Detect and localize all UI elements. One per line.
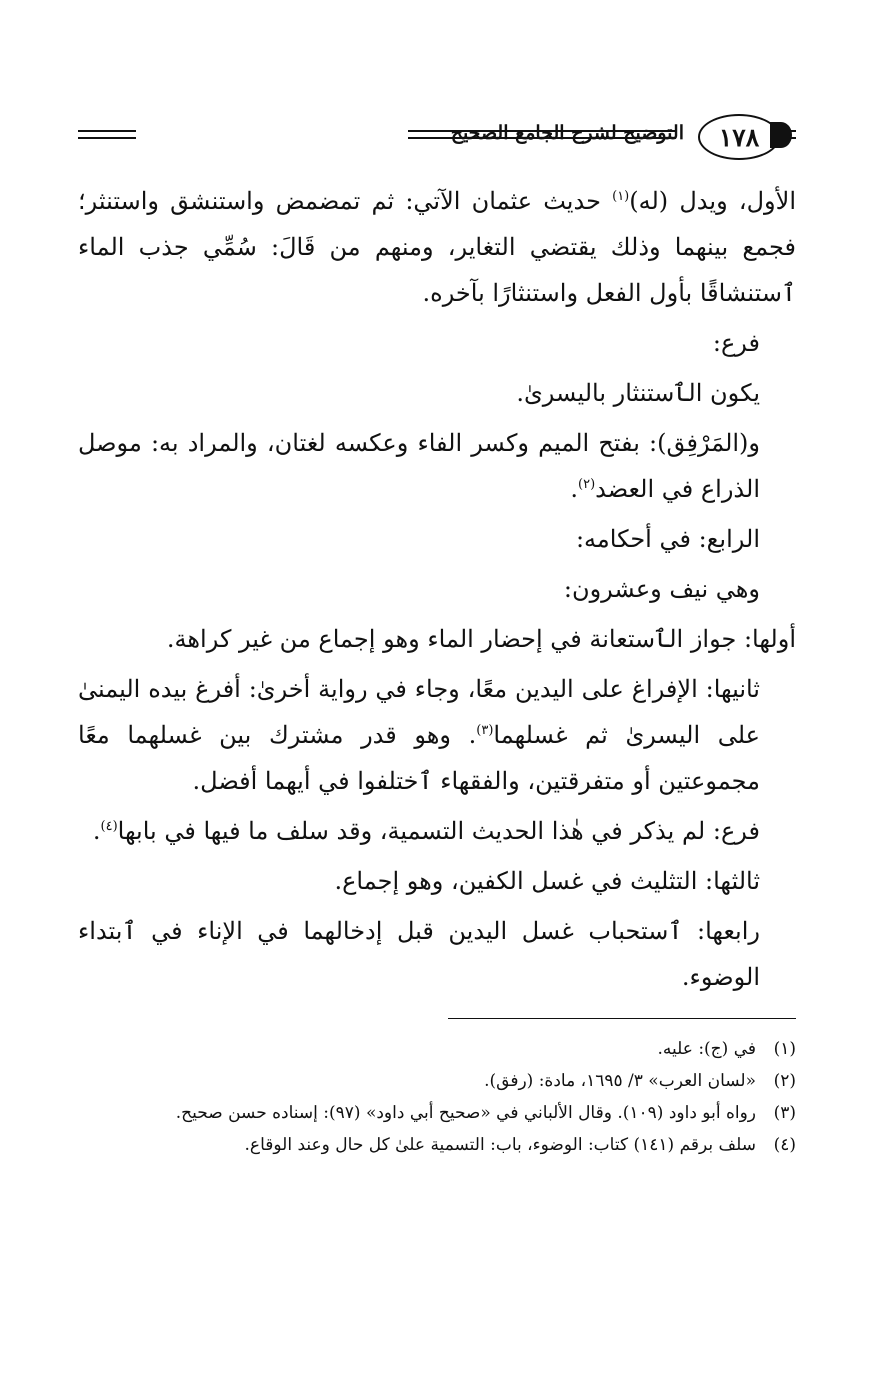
page-number-badge — [698, 114, 780, 160]
footnote-text: رواه أبو داود (١٠٩). وقال الألباني في «صحيح أبي داود» (٩٧): إسناده حسن صحيح. — [175, 1103, 756, 1123]
running-title: التوضيح لشرح الجامع الصحيح — [450, 122, 684, 144]
page-number: ١٧٨ — [718, 122, 760, 152]
footnote-text: في (ج): عليه. — [657, 1039, 756, 1059]
footnote-text: «لسان العرب» ٣/ ١٦٩٥، مادة: (رفق). — [484, 1071, 756, 1091]
paragraph: الأول، ويدل (له)$^{(١)}$ حديث عثمان الآتي: ثم تمضمض واستنشق واستنثر؛ فجمع بينهما وذلك يقتضي التغاير، ومنهم من قَالَ: سُمِّي جذب الماء ٱستنشاقًا بأول الفعل واستنثارًا بآخره. — [78, 187, 796, 307]
footnote-separator — [448, 1018, 796, 1019]
footnote — [78, 1097, 796, 1129]
footnote — [78, 1129, 796, 1161]
page — [78, 112, 796, 1161]
footnote-number: (٤) — [773, 1135, 796, 1155]
section-heading: الرابع: في أحكامه: — [575, 525, 760, 553]
footnote-number: (٢) — [773, 1071, 796, 1091]
paragraph: وهي نيف وعشرون: — [563, 575, 760, 603]
paragraph: ثالثها: التثليث في غسل الكفين، وهو إجماع. — [334, 867, 760, 895]
paragraph: ثانيها: الإفراغ على اليدين معًا، وجاء في رواية أخرىٰ: أفرغ بيده اليمنىٰ على اليسرىٰ ثم غسلهما$^{(٣)}$. وهو قدر مشترك بين غسلهما معًا مجموعتين أو متفرقتين، والفقهاء ٱختلفوا في أيهما أفضل. — [78, 675, 760, 795]
footnote-ref: (٤) — [100, 819, 118, 834]
paragraph: رابعها: ٱستحباب غسل اليدين قبل إدخالهما في الإناء في ٱبتداء الوضوء. — [78, 917, 760, 991]
footnotes — [78, 1033, 796, 1161]
footnote — [78, 1065, 796, 1097]
header-rule — [78, 130, 136, 132]
paragraph: فرع: — [712, 329, 760, 357]
footnote-number: (١) — [773, 1039, 796, 1059]
header-rule — [78, 137, 136, 139]
footnote-ref: (٢) — [578, 477, 596, 492]
paragraph: يكون الٱستنثار باليسرىٰ. — [516, 379, 760, 407]
body-text — [78, 178, 796, 1000]
footnote — [78, 1033, 796, 1065]
paragraph: فرع: لم يذكر في هٰذا الحديث التسمية، وقد سلف ما فيها في بابها$^{(٤)}$. — [92, 817, 760, 845]
page-header — [78, 112, 796, 164]
footnote-text: سلف برقم (١٤١) كتاب: الوضوء، باب: التسمية علىٰ كل حال وعند الوقاع. — [244, 1135, 756, 1155]
paragraph: و(المَرْفِق): بفتح الميم وكسر الفاء وعكسه لغتان، والمراد به: موصل الذراع في العضد$^{(٢)}$. — [78, 429, 760, 503]
paragraph: أولها: جواز الٱستعانة في إحضار الماء وهو إجماع من غير كراهة. — [166, 625, 796, 653]
footnote-ref: (٣) — [476, 723, 494, 738]
footnote-number: (٣) — [773, 1103, 796, 1123]
footnote-ref: (١) — [612, 189, 630, 204]
